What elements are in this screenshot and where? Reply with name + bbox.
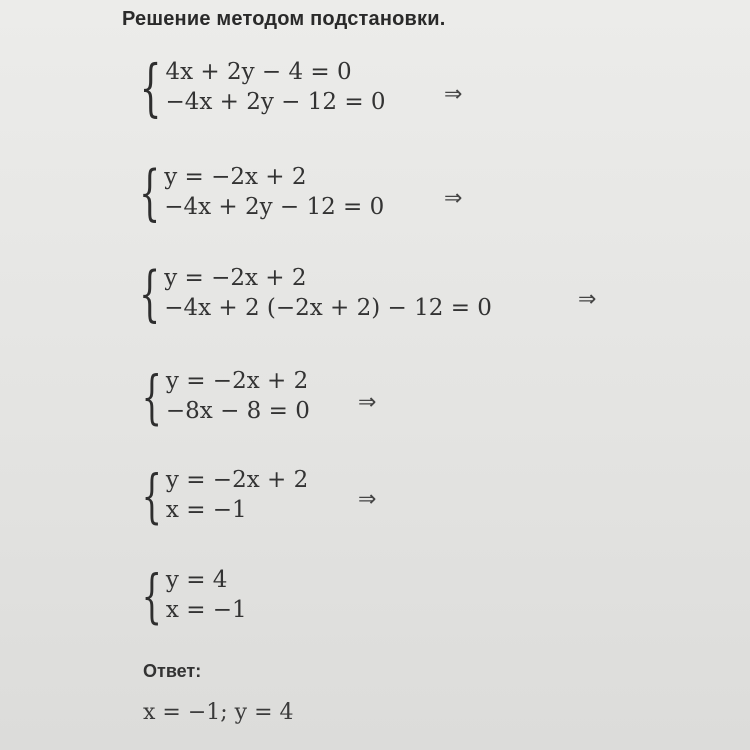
equation-system-5	[125, 461, 309, 530]
implies-arrow-icon: ⇒	[578, 287, 597, 312]
brace-icon: {	[141, 461, 162, 530]
answer-label: Ответ:	[143, 661, 202, 681]
implies-arrow-icon: ⇒	[444, 186, 463, 211]
equation-line: −4x + 2y − 12 = 0	[165, 89, 386, 115]
brace-icon: {	[139, 51, 162, 124]
equation-system-4	[125, 362, 310, 431]
equation-line: y = −2x + 2	[164, 164, 307, 191]
equation-line: y = −2x + 2	[165, 368, 309, 394]
page-title: Решение методом подстановки.	[122, 8, 446, 30]
equation-line: y = 4	[165, 567, 228, 593]
implies-arrow-icon: ⇒	[358, 390, 377, 415]
equation-line: x = −1	[165, 596, 247, 623]
equation-line: y = −2x + 2	[165, 467, 309, 493]
equation-system-1	[122, 51, 386, 124]
brace-icon: {	[139, 158, 161, 228]
equation-line: 4x + 2y − 4 = 0	[165, 59, 352, 86]
equation-line: x = −1	[165, 496, 247, 523]
equation-line: y = −2x + 2	[164, 265, 307, 292]
implies-arrow-icon: ⇒	[358, 487, 377, 512]
equation-system-2	[122, 158, 385, 228]
implies-arrow-icon: ⇒	[444, 82, 463, 107]
brace-icon: {	[141, 362, 162, 431]
brace-icon: {	[139, 259, 161, 329]
equation-system-6	[125, 561, 247, 630]
equation-system-3	[122, 259, 492, 329]
equation-line: −8x − 8 = 0	[165, 397, 310, 424]
brace-icon: {	[141, 561, 162, 630]
equation-line: −4x + 2y − 12 = 0	[164, 194, 385, 220]
equation-line: −4x + 2 (−2x + 2) − 12 = 0	[164, 295, 492, 321]
answer-value: x = −1; y = 4	[143, 700, 294, 725]
